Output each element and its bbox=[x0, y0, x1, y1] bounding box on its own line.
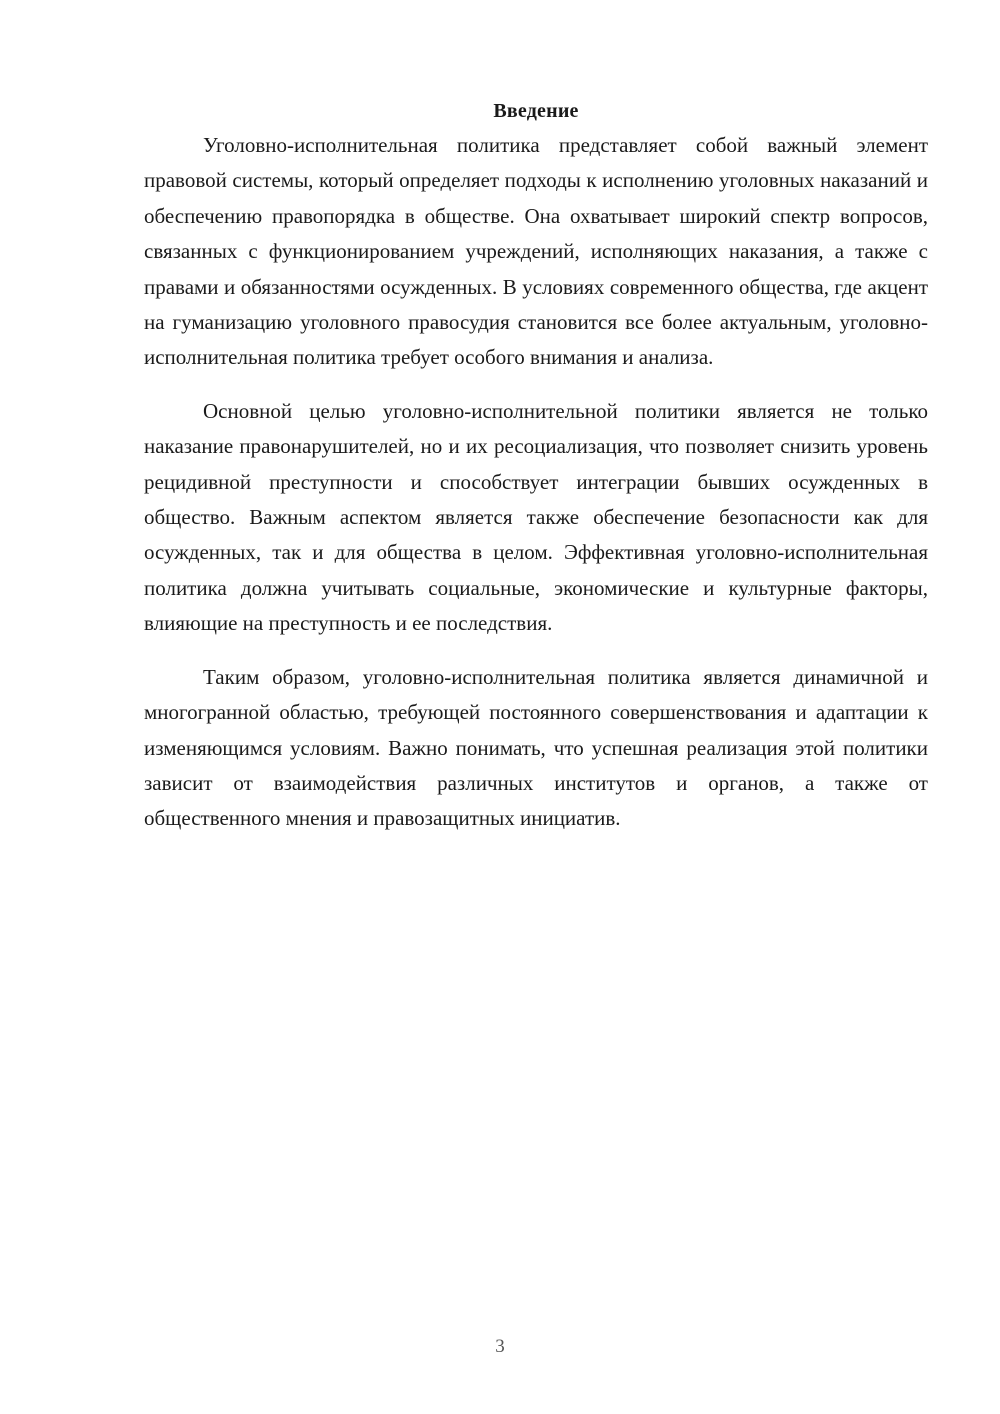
section-heading: Введение bbox=[493, 100, 579, 122]
paragraph-2: Основной целью уголовно-исполнительной политики является не только наказание правонарушителей, но и их ресоциализация, что позволяет снизить уровень рецидивной преступности и способствует интеграции бывших осужденных в общество. Важным аспектом является также обеспечение безопасности как для осужденных, так и для общества в целом. Эффективная уголовно-исполнительная политика должна учитывать социальные, экономические и культурные факторы, влияющие на преступность и ее последствия. bbox=[144, 398, 928, 636]
paragraph-1: Уголовно-исполнительная политика представляет собой важный элемент правовой системы, который определяет подходы к исполнению уголовных наказаний и обеспечению правопорядка в обществе. Она охватывает широкий спектр вопросов, связанных с функционированием учреждений, исполняющих наказания, а также с правами и обязанностями осужденных. В условиях современного общества, где акцент на гуманизацию уголовного правосудия становится все более актуальным, уголовно-исполнительная политика требует особого внимания и анализа. bbox=[144, 133, 928, 370]
page-content bbox=[144, 96, 928, 837]
paragraph-3: Таким образом, уголовно-исполнительная политика является динамичной и многогранной областью, требующей постоянного совершенствования и адаптации к изменяющимся условиям. Важно понимать, что успешная реализация этой политики зависит от взаимодействия различных институтов и органов, а также от общественного мнения и правозащитных инициатив. bbox=[144, 664, 928, 831]
page-number: 3 bbox=[495, 1336, 505, 1357]
